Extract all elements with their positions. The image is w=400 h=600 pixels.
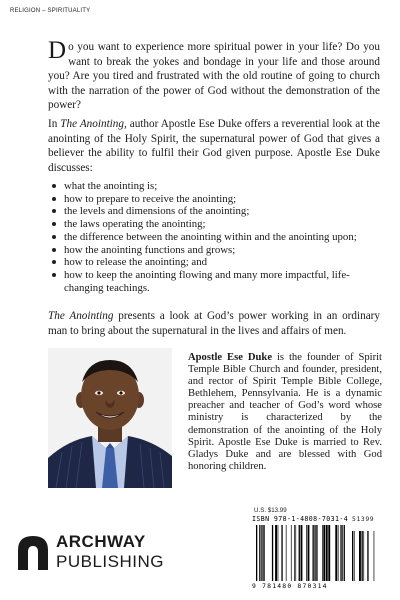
topic-item — [50, 269, 376, 294]
intro-text: o you want to experience more spiritual power in your life? Do you want to break the yokes and bondage in your life and those around you? Are you tired and frustrated with the old routine of going to church with the narration of the power of God without the demonstration of the power? — [48, 41, 380, 112]
price-label: U.S. $13.99 — [254, 507, 287, 514]
topic-text: the difference between the anointing within and the anointing upon; — [64, 230, 357, 243]
topic-item — [50, 193, 376, 206]
description-rest: author Apostle Ese Duke offers a reverential look at the anointing of the Holy Spirit, the supernatural power of God that gives a believer the ability to fulfil their God given purpose. Apostle Ese Duke discusses: — [48, 118, 380, 174]
topic-item — [50, 218, 376, 231]
topic-item — [50, 244, 376, 257]
book-title-italic: The Anointing, — [60, 118, 127, 130]
addon-digits: 51399 — [352, 515, 375, 523]
bullet-dot-icon — [52, 184, 56, 188]
publisher-name-line2: PUBLISHING — [56, 552, 164, 571]
category-label: RELIGION – SPIRITUALITY — [10, 8, 91, 14]
topic-text: how to release the anointing; and — [64, 256, 208, 269]
topics-list — [50, 180, 376, 294]
isbn-text: ISBN 978-1-4808-7031-4 — [252, 515, 349, 523]
summary-paragraph — [48, 309, 380, 338]
topic-item — [50, 205, 376, 218]
dropcap-letter: D — [48, 37, 67, 64]
bullet-dot-icon — [52, 209, 56, 213]
topic-text: how to prepare to receive the anointing; — [64, 192, 237, 205]
topic-text: the laws operating the anointing; — [64, 218, 206, 231]
topic-text: how the anointing functions and grows; — [64, 243, 236, 256]
bullet-dot-icon — [52, 260, 56, 264]
topic-item — [50, 256, 376, 269]
topic-text: the levels and dimensions of the anointing; — [64, 205, 250, 218]
topic-item — [50, 231, 376, 244]
topic-text: how to keep the anointing flowing and many more impactful, life-changing teachings. — [64, 268, 350, 294]
bullet-dot-icon — [52, 197, 56, 201]
author-portrait-image — [48, 348, 172, 488]
author-name: Apostle Ese Duke — [188, 352, 273, 363]
author-bio — [188, 352, 382, 473]
author-bio-text: is the founder of Spirit Temple Bible Church and founder, president, and rector of Spirit Temple Bible College, Bethlehem, Pennsylvania. He is a dynamic preacher and teacher of God’s word whose ministry is characterized by the demonstration of the anointing of the Holy Spirit. Apostle Ese Duke is married to Rev. Gladys Duke and are blessed with God honoring children. — [188, 352, 382, 472]
archway-logo-icon — [18, 536, 48, 570]
barcode-number — [252, 582, 382, 590]
ean-digits: 9 781480 870314 — [252, 582, 328, 590]
bullet-dot-icon — [52, 273, 56, 277]
bullet-dot-icon — [52, 222, 56, 226]
barcode-bars — [252, 523, 382, 583]
description-paragraph — [48, 117, 380, 175]
intro-paragraph — [48, 37, 380, 113]
topic-text: what the anointing is; — [64, 180, 158, 192]
summary-rest: presents a look at God’s power working in an ordinary man to bring about the supernatural in the lives and affairs of men. — [48, 310, 380, 337]
publisher-logo — [18, 528, 218, 576]
isbn-barcode — [252, 515, 382, 591]
author-photo — [48, 348, 172, 488]
description-lead: In — [48, 118, 61, 130]
book-title-italic: The Anointing — [48, 310, 114, 322]
bullet-dot-icon — [52, 248, 56, 252]
publisher-name-line1: ARCHWAY — [56, 532, 146, 551]
bullet-dot-icon — [52, 235, 56, 239]
topic-item — [50, 180, 376, 193]
